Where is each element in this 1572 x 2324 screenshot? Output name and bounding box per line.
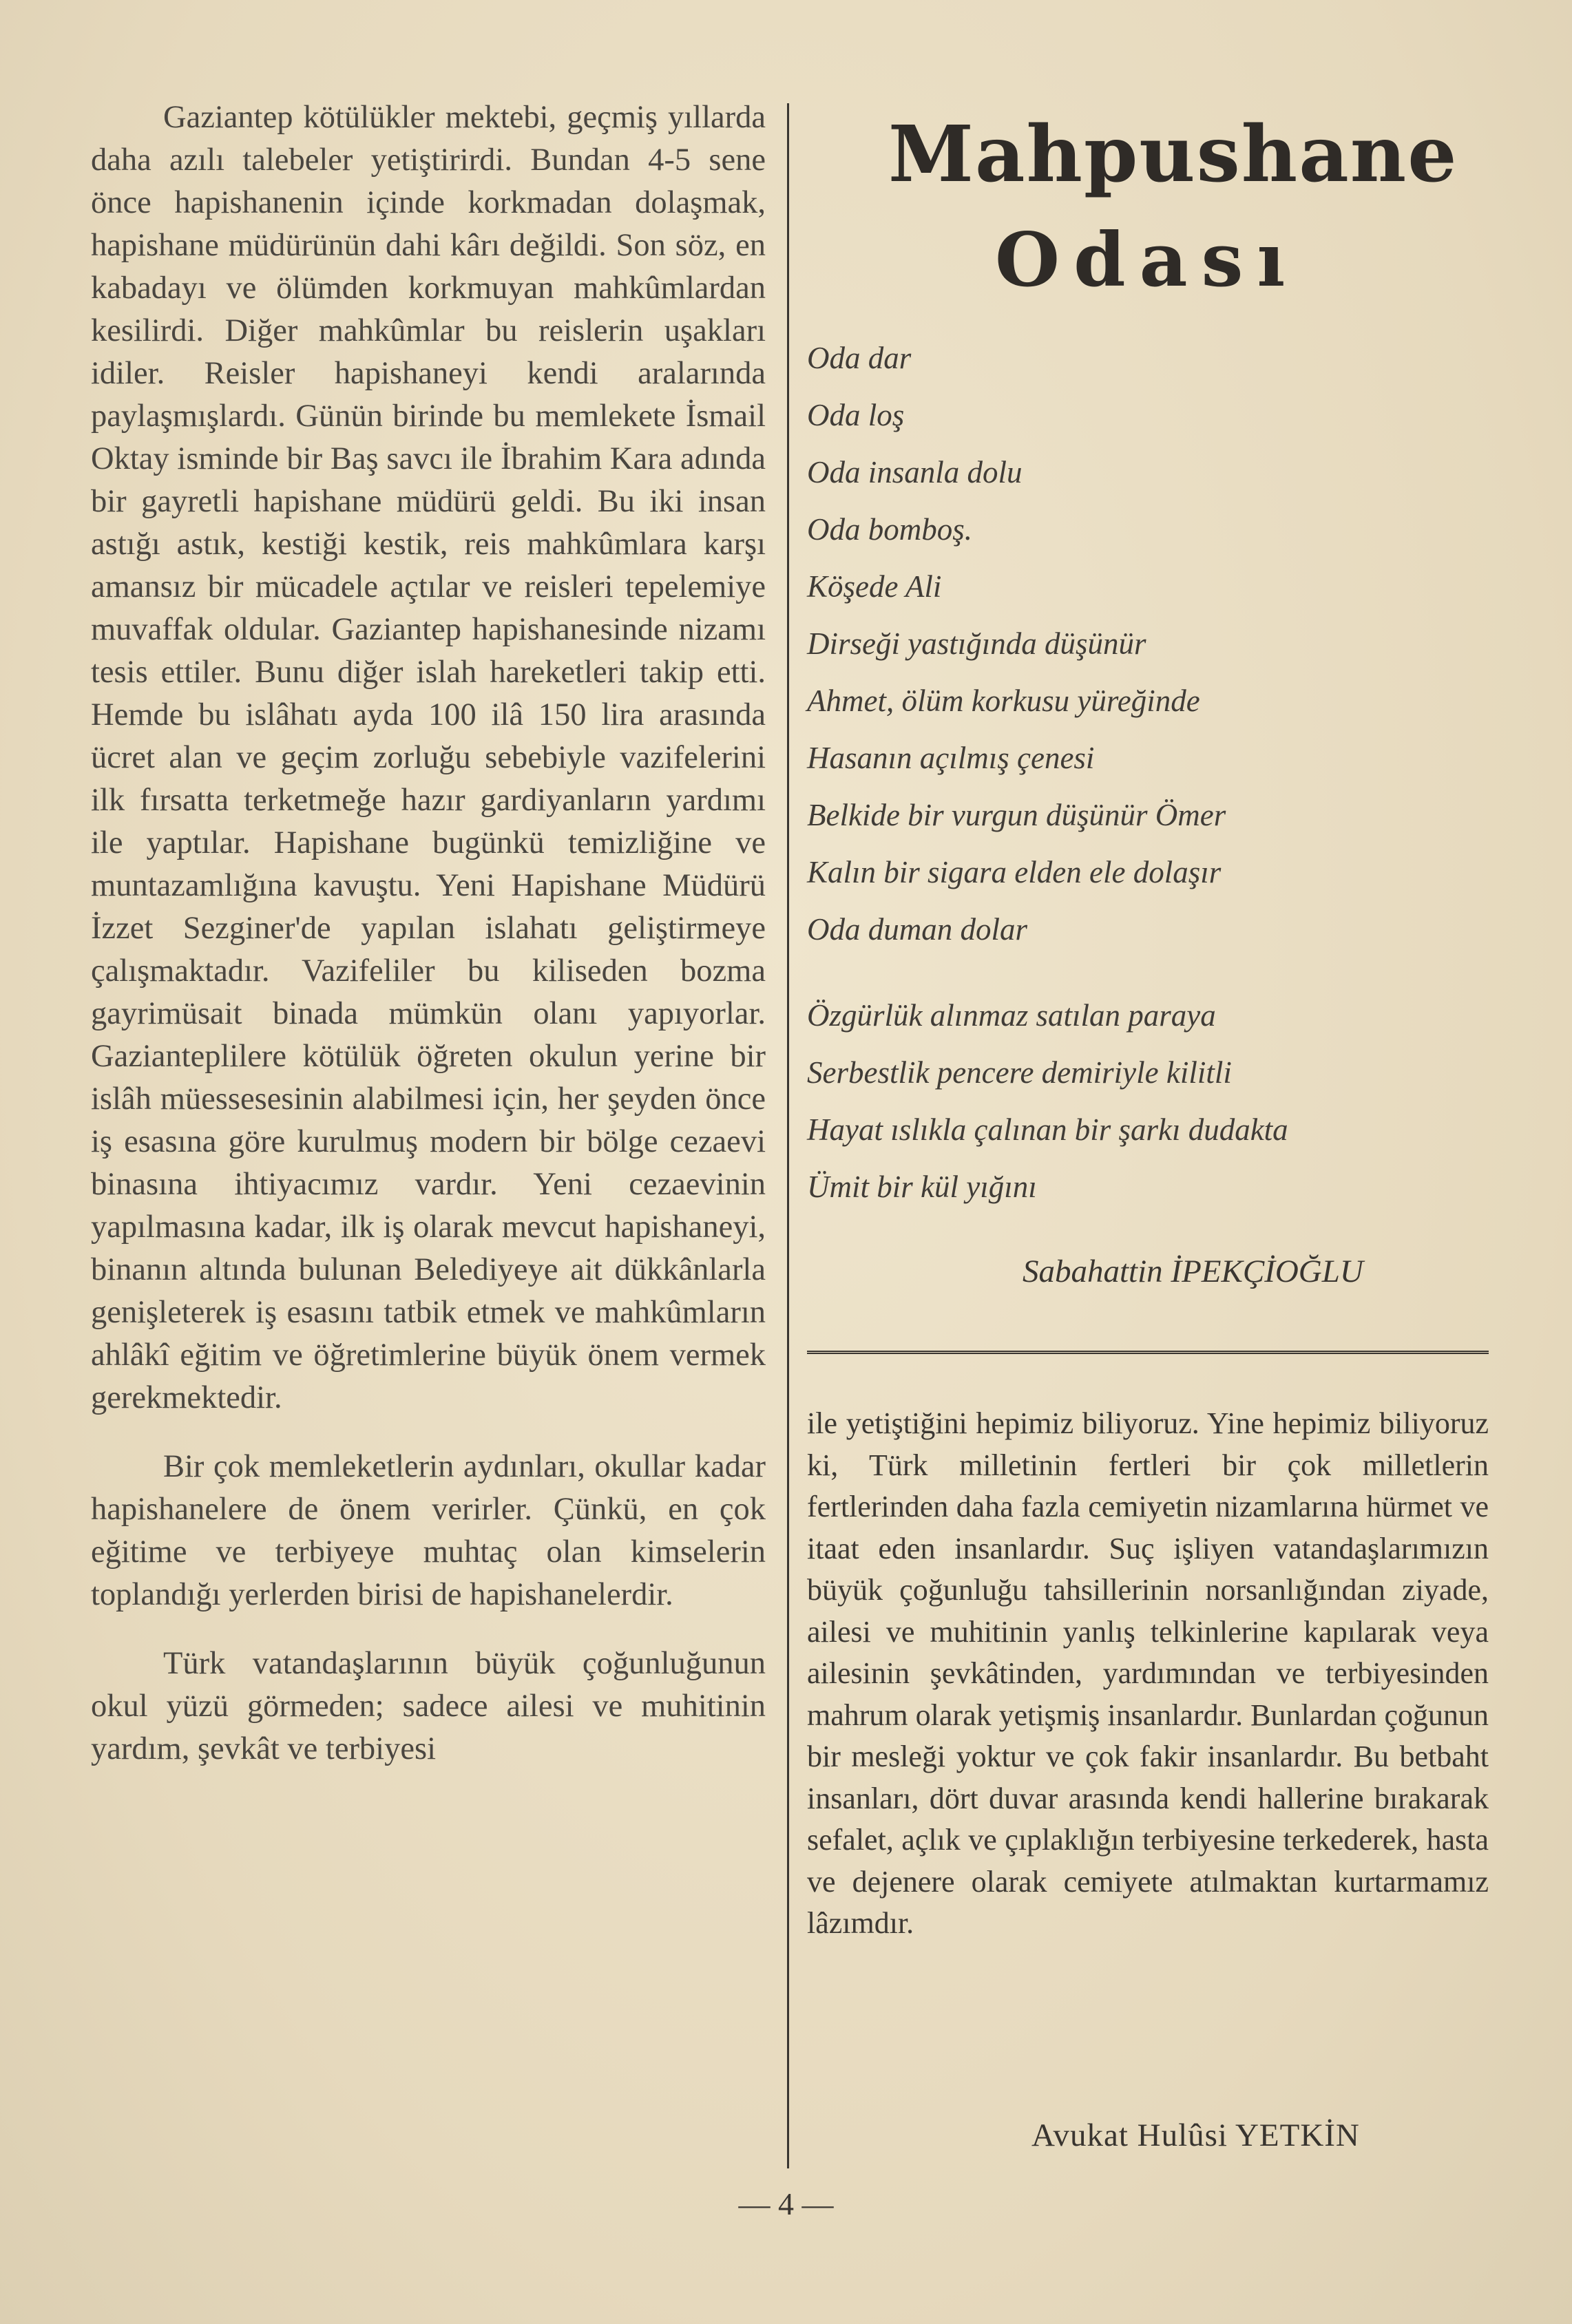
poem-line: Oda dar [807,341,912,375]
poem-title: Mahpushane [888,109,1458,200]
stanza-break [807,962,1496,991]
right-article [807,1403,1489,1945]
article-author: Avukat Hulûsi YETKİN [1031,2117,1360,2153]
column-divider [787,103,789,2168]
poem-line: Köşede Ali [807,569,942,604]
poem-line: Ahmet, ölüm korkusu yüreğinde [807,684,1200,718]
poem-line: Dirseği yastığında düşünür [807,626,1146,661]
poem-line: Serbestlik pencere demiriyle kilitli [807,1055,1232,1090]
poem-line: Hasanın açılmış çenesi [807,741,1095,775]
poem-line: Ümit bir kül yığını [807,1170,1037,1204]
poem-line: Özgürlük alınmaz satılan paraya [807,998,1216,1033]
poem-line: Oda loş [807,398,905,432]
left-article [91,96,766,1797]
poem-line: Kalın bir sigara elden ele dolaşır [807,855,1222,889]
poem-line: Oda duman dolar [807,912,1028,947]
poem-line: Oda bomboş. [807,512,973,547]
page-number: — 4 — [738,2186,834,2221]
poem-author: Sabahattin İPEKÇİOĞLU [1023,1254,1363,1289]
poem-title-second-line: Odası [995,217,1299,304]
article-paragraph: Gaziantep kötülükler mektebi, geçmiş yıllarda daha azılı talebeler yetiştirirdi. Bundan 4-5 sene önce hapishanenin içinde korkmadan dolaşmak, hapishane müdürünün dahi kârı değildi. Son söz, en kabadayı ve ölümden korkmuyan mahkûmlardan kesilirdi. Diğer mahkûmlar bu reislerin uşakları idiler. Reisler hapishaneyi kendi aralarında paylaşmışlardı. Günün birinde bu memlekete İsmail Oktay isminde bir Baş savcı ile İbrahim Kara adında bir gayretli hapishane müdürü geldi. Bu iki insan astığı astık, kestiği kestik, reis mahkûmlara karşı amansız bir mücadele açtılar ve reisleri tepelemiye muvaffak oldular. Gaziantep hapishanesinde nizamı tesis ettiler. Bunu diğer islah hareketleri takip etti. Hemde bu islâhatı ayda 100 ilâ 150 lira arasında ücret alan ve geçim zorluğu sebebiyle vazifelerini ilk fırsatta terketmeğe hazır gardiyanların yardımı ile yaptılar. Hapishane bugünkü temizliğine ve muntazamlığına kavuştu. Yeni Hapishane Müdürü İzzet Sezginer'de yapılan islahatı geliştirmeye çalışmaktadır. Vazifeliler bu kiliseden bozma gayrimüsait binada mümkün olanı yapıyorlar. Gazianteplilere kötülük öğreten okulun yerine bir islâh müessesesinin alabilmesi için, her şeyden önce iş esasına göre kurulmuş modern bir bölge cezaevi binasına ihtiyacımız vardır. Yeni cezaevinin yapılmasına kadar, ilk iş olarak mevcut hapishaneyi, binanın altında bulunan Belediyeye ait dükkânlarla genişleterek iş esasını tatbik etmek ve mahkûmların ahlâkî eğitim ve öğretimlerine büyük önem vermek gerekmektedir. [91,100,766,1415]
poem-line: Hayat ıslıkla çalınan bir şarkı dudakta [807,1112,1288,1147]
section-divider [807,1351,1489,1354]
article-paragraph: Türk vatandaşlarının büyük çoğunluğunun okul yüzü görmeden; sadece ailesi ve muhitinin yardım, şevkât ve terbiyesi [91,1646,766,1766]
poem-line: Belkide bir vurgun düşünür Ömer [807,798,1226,832]
article-paragraph: Bir çok memleketlerin aydınları, okullar kadar hapishanelere de önem verirler. Çünkü, en çok eğitime ve terbiyeye muhtaç olan kimselerin toplandığı yerlerden birisi de hapishanelerdir. [91,1449,766,1612]
article-paragraph: ile yetiştiğini hepimiz biliyoruz. Yine hepimiz biliyoruz ki, Türk milletinin fertleri bir çok milletlerin fertlerinden daha fazla cemiyetin nizamlarına hürmet ve itaat eden insanlardır. Suç işliyen vatandaşlarımızın büyük çoğunluğu tahsillerinin norsanlığından ziyade, ailesi ve muhitinin yanlış telkinlerine kapılarak veya ailesinin şevkâtinden, yardımından ve terbiyesinden mahrum olarak yetişmiş insanlardır. Bunlardan çoğunun bir mesleği yoktur ve çok fakir insanlardır. Bu betbaht insanları, dört duvar arasında kendi hallerine bırakarak sefalet, açlık ve çıplaklığın terbiyesine terkederek, hasta ve dejenere olarak cemiyete atılmaktan kurtarmamız lâzımdır. [807,1406,1489,1940]
poem-line: Oda insanla dolu [807,455,1023,489]
poem-body [807,334,1496,1220]
